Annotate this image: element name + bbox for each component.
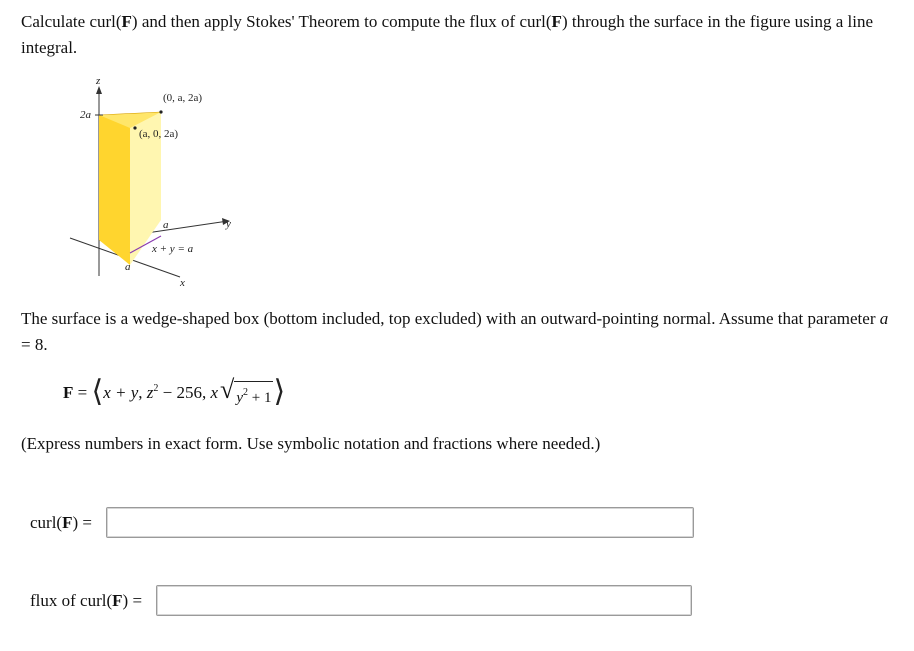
y-axis-label: y — [226, 218, 231, 230]
formula-comp2-const: − 256 — [158, 383, 202, 402]
x-intercept-label: a — [125, 261, 131, 273]
flux-answer-label — [30, 591, 142, 611]
curl-label-F: F — [62, 512, 73, 532]
sqrt-var: y — [236, 390, 243, 406]
curl-answer-row — [30, 507, 694, 538]
description-value: = 8. — [21, 335, 48, 354]
flux-label-eq: ) = — [122, 590, 143, 610]
instructions: (Express numbers in exact form. Use symbolic notation and fractions where needed.) — [21, 434, 601, 453]
flux-label-text: flux of curl( — [30, 590, 113, 610]
point-top-x-label: (a, 0, 2a) — [139, 128, 179, 140]
flux-label-F: F — [112, 590, 123, 610]
z-axis-label: z — [96, 75, 101, 87]
y-intercept-label: a — [163, 219, 169, 231]
surface-description — [21, 306, 901, 358]
wedge-diagram — [60, 70, 260, 290]
curl-label-eq: ) = — [72, 512, 92, 532]
formula-sqrt — [220, 375, 273, 408]
sqrt-exp: 2 — [242, 387, 248, 398]
formula-component-3-factor: x — [210, 383, 219, 402]
formula-equals: = — [73, 383, 92, 402]
description-text: The surface is a wedge-shaped box (bottom included, top excluded) with an outward-pointing normal. Assume that parameter — [21, 309, 880, 328]
formula-comp2-exp: 2 — [153, 383, 159, 394]
tick-2a-label: 2a — [80, 109, 91, 121]
problem-vector-F: F — [121, 12, 132, 31]
formula-separator: , — [201, 383, 211, 402]
curl-answer-label — [30, 513, 92, 533]
curl-answer-input[interactable] — [106, 507, 694, 538]
wedge-figure — [60, 70, 260, 290]
curl-label-text: curl( — [30, 512, 63, 532]
problem-statement — [21, 9, 901, 61]
problem-text-1: Calculate curl( — [21, 12, 122, 31]
point-top-y-marker — [159, 110, 162, 113]
sqrt-icon: √ — [220, 375, 235, 404]
problem-vector-F: F — [551, 12, 562, 31]
formula-open-bracket: ⟨ — [91, 375, 104, 408]
x-axis-label: x — [180, 277, 185, 289]
vector-field-formula — [63, 375, 286, 408]
formula-lhs: F — [63, 383, 74, 402]
formula-comp2-var: z — [146, 383, 154, 402]
formula-close-bracket: ⟩ — [273, 375, 286, 408]
front-face-xz — [99, 115, 130, 265]
point-top-y-label: (0, a, 2a) — [163, 92, 203, 104]
formula-separator: , — [138, 383, 147, 402]
problem-text-3: ) through the surface in the figure using a line integral. — [21, 12, 874, 57]
z-axis-arrow — [96, 86, 102, 94]
formula-component-1: x + y — [103, 383, 139, 402]
problem-text-2: ) and then apply Stokes' Theorem to compute the flux of curl( — [131, 12, 552, 31]
sqrt-radicand — [234, 381, 273, 408]
description-variable: a — [879, 309, 889, 328]
point-top-x-marker — [133, 126, 136, 129]
flux-answer-input[interactable] — [156, 585, 692, 616]
edge-equation-label: x + y = a — [152, 243, 194, 255]
formula-component-2 — [147, 383, 202, 403]
sqrt-const: + 1 — [247, 390, 272, 406]
flux-answer-row — [30, 585, 692, 616]
